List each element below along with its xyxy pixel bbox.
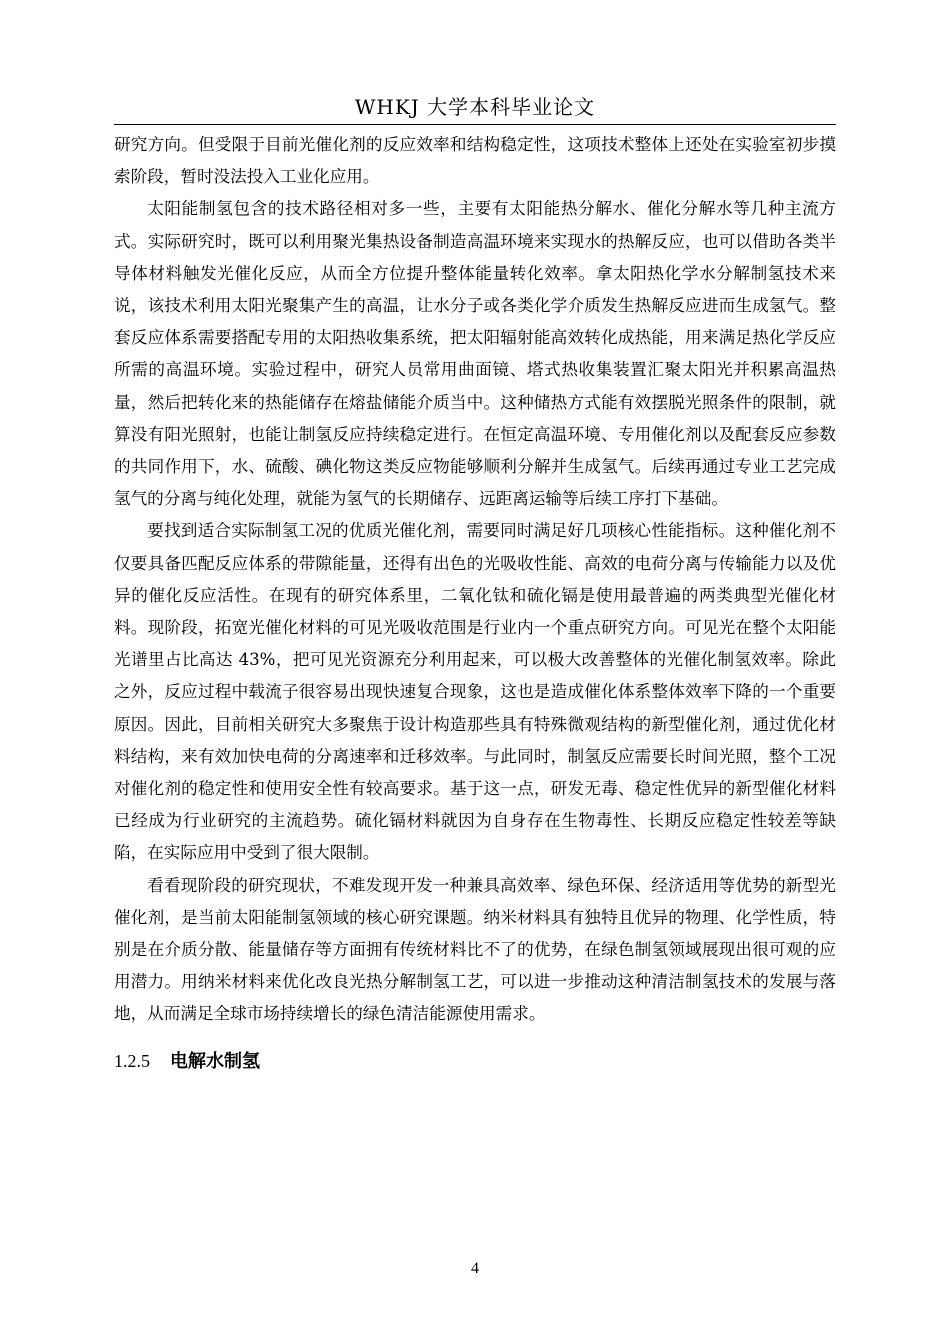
header-divider (114, 124, 836, 125)
paragraph: 太阳能制氢包含的技术路径相对多一些，主要有太阳能热分解水、催化分解水等几种主流方式。实际研究时，既可以利用聚光集热设备制造高温环境来实现水的热解反应，也可以借助各类半导体材料触发光催化反应，从而全方位提升整体能量转化效率。拿太阳热化学水分解制氢技术来说，该技术利用太阳光聚集产生的高温，让水分子或各类化学介质发生热解反应进而生成氢气。整套反应体系需要搭配专用的太阳热收集系统，把太阳辐射能高效转化成热能，用来满足热化学反应所需的高温环境。实验过程中，研究人员常用曲面镜、塔式热收集装置汇聚太阳光并积累高温热量，然后把转化来的热能储存在熔盐储能介质当中。这种储热方式能有效摆脱光照条件的限制，就算没有阳光照射，也能让制氢反应持续稳定进行。在恒定高温环境、专用催化剂以及配套反应参数的共同作用下，水、硫酸、碘化物这类反应物能够顺利分解并生成氢气。后续再通过专业工艺完成氢气的分离与纯化处理，就能为氢气的长期储存、远距离运输等后续工序打下基础。 (114, 199, 836, 509)
paragraph-continued: 研究方向。但受限于目前光催化剂的反应效率和结构稳定性，这项技术整体上还处在实验室初步摸索阶段，暂时没法投入工业化应用。 (114, 135, 836, 187)
section-number: 1.2.5 (114, 1050, 150, 1071)
page-header: WHKJ 大学本科毕业论文 (354, 95, 596, 119)
section-title: 电解水制氢 (170, 1050, 260, 1072)
paragraph: 看看现阶段的研究现状，不难发现开发一种兼具高效率、绿色环保、经济适用等优势的新型光催化剂，是当前太阳能制氢领域的核心研究课题。纳米材料具有独特且优异的物理、化学性质，特别是在介质分散、能量储存等方面拥有传统材料比不了的优势，在绿色制氢领域展现出很可观的应用潜力。用纳米材料来优化改良光热分解制氢工艺，可以进一步推动这种清洁制氢技术的发展与落地，从而满足全球市场持续增长的绿色清洁能源使用需求。 (114, 875, 836, 1024)
body-text (114, 129, 836, 1078)
paragraph: 要找到适合实际制氢工况的优质光催化剂，需要同时满足好几项核心性能指标。这种催化剂不仅要具备匹配反应体系的带隙能量，还得有出色的光吸收性能、高效的电荷分离与传输能力以及优异的催化反应活性。在现有的研究体系里，二氧化钛和硫化镉是使用最普遍的两类典型光催化材料。现阶段，拓宽光催化材料的可见光吸收范围是行业内一个重点研究方向。可见光在整个太阳能光谱里占比高达 43%，把可见光资源充分利用起来，可以极大改善整体的光催化制氢效率。除此之外，反应过程中载流子很容易出现快速复合现象，这也是造成催化体系整体效率下降的一个重要原因。因此，目前相关研究大多聚焦于设计构造那些具有特殊微观结构的新型催化剂，通过优化材料结构，来有效加快电荷的分离速率和迁移效率。与此同时，制氢反应需要长时间光照，整个工况对催化剂的稳定性和使用安全性有较高要求。基于这一点，研发无毒、稳定性优异的新型催化材料已经成为行业研究的主流趋势。硫化镉材料就因为自身存在生物毒性、长期反应稳定性较差等缺陷，在实际应用中受到了很大限制。 (114, 521, 836, 863)
page-number: 4 (471, 1260, 479, 1277)
section-heading (114, 1045, 836, 1078)
